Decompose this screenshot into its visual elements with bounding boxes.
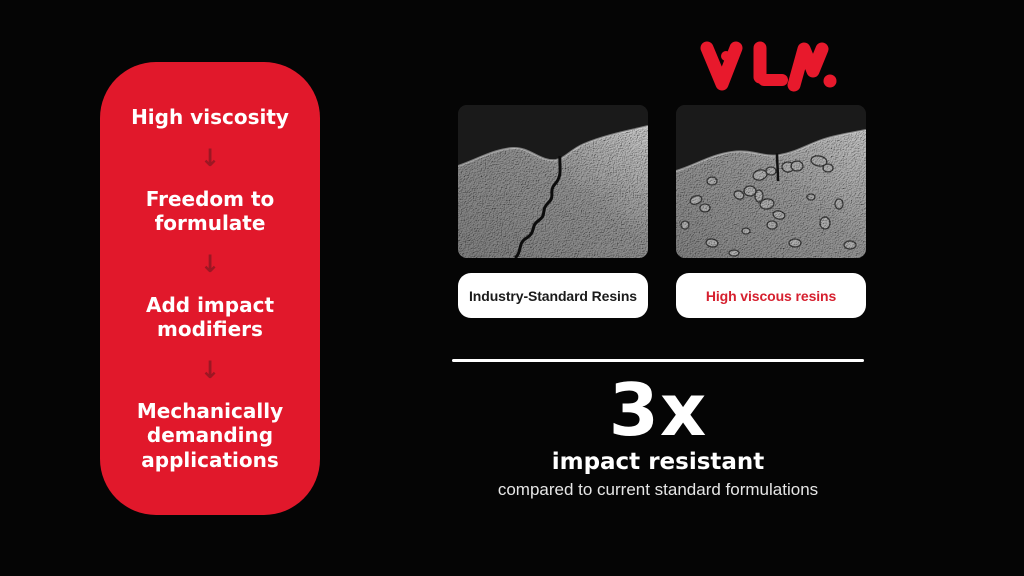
label-high-viscous-resins	[676, 273, 866, 318]
down-arrow-icon: ↓	[199, 250, 221, 279]
sem-image-industry-standard	[458, 105, 648, 258]
vlm-logo-graphic	[698, 40, 838, 92]
stat-value: 3x	[608, 368, 708, 452]
stat-headline: impact resistant	[551, 449, 765, 475]
label-industry-standard-resins	[458, 273, 648, 318]
flow-step-freedom-to-formulate: Freedom to formulate	[145, 186, 275, 235]
flow-step-add-impact-modifiers: Add impact modifiers	[146, 292, 274, 342]
label-high-viscous-resins-text: High viscous resins	[705, 287, 837, 304]
sem-fracture-crack-image	[458, 105, 648, 258]
stat-subtext: compared to current standard formulations	[497, 480, 819, 500]
label-industry-standard-resins-text: Industry-Standard Resins	[469, 287, 637, 304]
vlm-logo	[698, 40, 838, 92]
sem-fracture-particles-image	[676, 105, 866, 258]
flow-step-high-viscosity: High viscosity	[131, 104, 289, 129]
flow-step-mechanically-demanding: Mechanically demanding applications	[136, 399, 284, 472]
divider-line	[452, 359, 864, 362]
sem-image-high-viscous	[676, 105, 866, 258]
impact-stat-block	[452, 368, 864, 500]
down-arrow-icon: ↓	[199, 356, 221, 385]
down-arrow-icon: ↓	[199, 143, 221, 172]
process-flow-panel	[100, 62, 320, 515]
